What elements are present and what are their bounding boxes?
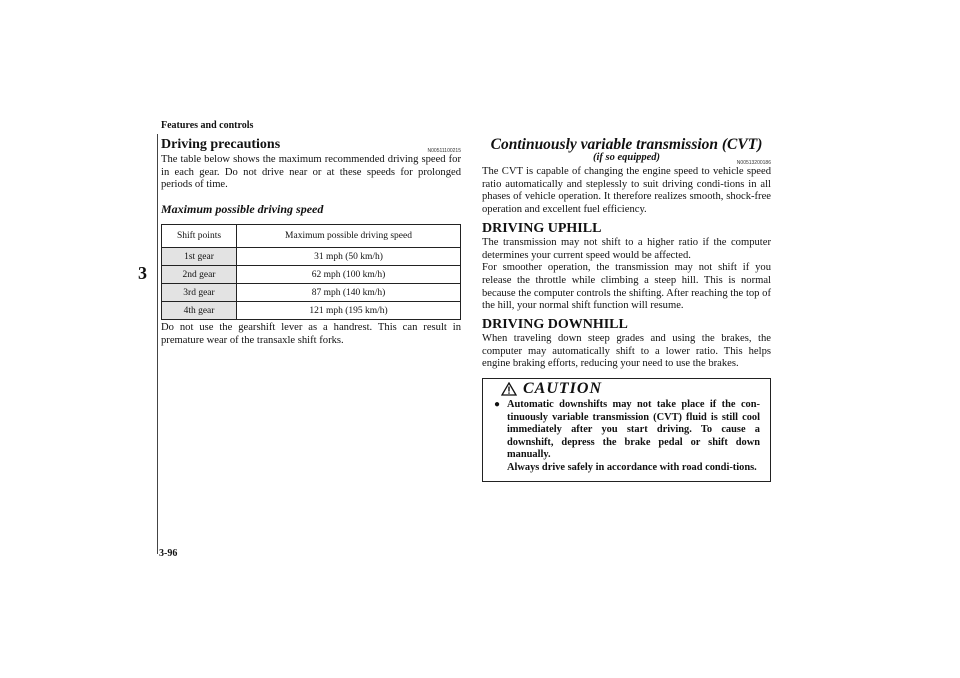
downhill-paragraph: When traveling down steep grades and using the brakes, the computer may automatically shift to a lower ratio. This helps engine braking efforts, reducing your need to use the brakes. [482,333,771,370]
intro-paragraph: The table below shows the maximum recommended driving speed for in each gear. Do not drive near or at these speeds for prolonged periods of time. [161,154,461,191]
caution-label: CAUTION [523,380,603,398]
speed-cell: 87 mph (140 km/h) [237,284,461,302]
table-row [162,302,461,320]
cvt-intro: The CVT is capable of changing the engine speed to vehicle speed ratio automatically and steplessly to suit driving condi-tions in all phases of vehicle operation. It therefore realizes smooth, shock-free operation and excellent fuel efficiency. [482,166,771,216]
table-row [162,284,461,302]
section-header: Features and controls [161,120,254,131]
table-row [162,266,461,284]
right-column [482,137,771,482]
cvt-title: Continuously variable transmission (CVT) [490,136,763,153]
caution-line-1: Automatic downshifts may not take place if the con-tinuously variable transmission (CVT) fluid is still cool immediately after you start driving. To cause a downshift, depress the brake pedal or shift down manually. [507,399,760,461]
table-header-row [162,225,461,248]
reference-code: N00511100215 [427,148,461,154]
caution-text [507,399,760,474]
table-row [162,248,461,266]
caution-line-2: Always drive safely in accordance with road condi-tions. [507,461,757,473]
caution-header [501,379,770,399]
speed-cell: 121 mph (195 km/h) [237,302,461,320]
gear-cell: 1st gear [162,248,237,266]
left-column [161,137,461,348]
page-number: 3-96 [159,548,178,559]
col-header-shift: Shift points [162,225,237,248]
max-speed-table [161,224,461,320]
caution-box [482,378,771,482]
speed-cell: 31 mph (50 km/h) [237,248,461,266]
downhill-title: DRIVING DOWNHILL [482,317,628,333]
speed-cell: 62 mph (100 km/h) [237,266,461,284]
col-header-speed: Maximum possible driving speed [237,225,461,248]
uphill-title: DRIVING UPHILL [482,220,602,236]
chapter-number: 3 [138,263,147,283]
cvt-subtitle: (if so equipped) [592,152,661,163]
uphill-paragraph-2: For smoother operation, the transmission may not shift if you release the throttle while climbing a steep hill. This is normal because the computer controls the shifting. After reaching the top of the hill, your normal shift function will resume. [482,262,771,312]
uphill-paragraph-1: The transmission may not shift to a higher ratio if the computer determines your current speed would be affected. [482,236,771,261]
chapter-divider [157,134,158,554]
gear-cell: 4th gear [162,302,237,320]
driving-precautions-title: Driving precautions [161,137,281,152]
gear-cell: 2nd gear [162,266,237,284]
max-speed-subtitle: Maximum possible driving speed [161,202,324,217]
gear-cell: 3rd gear [162,284,237,302]
reference-code: N00513200186 [736,160,771,166]
handrest-note: Do not use the gearshift lever as a handrest. This can result in premature wear of the transaxle shift forks. [161,322,461,346]
caution-item [494,399,760,474]
warning-triangle-icon [501,382,517,396]
bullet: ● [494,399,501,411]
